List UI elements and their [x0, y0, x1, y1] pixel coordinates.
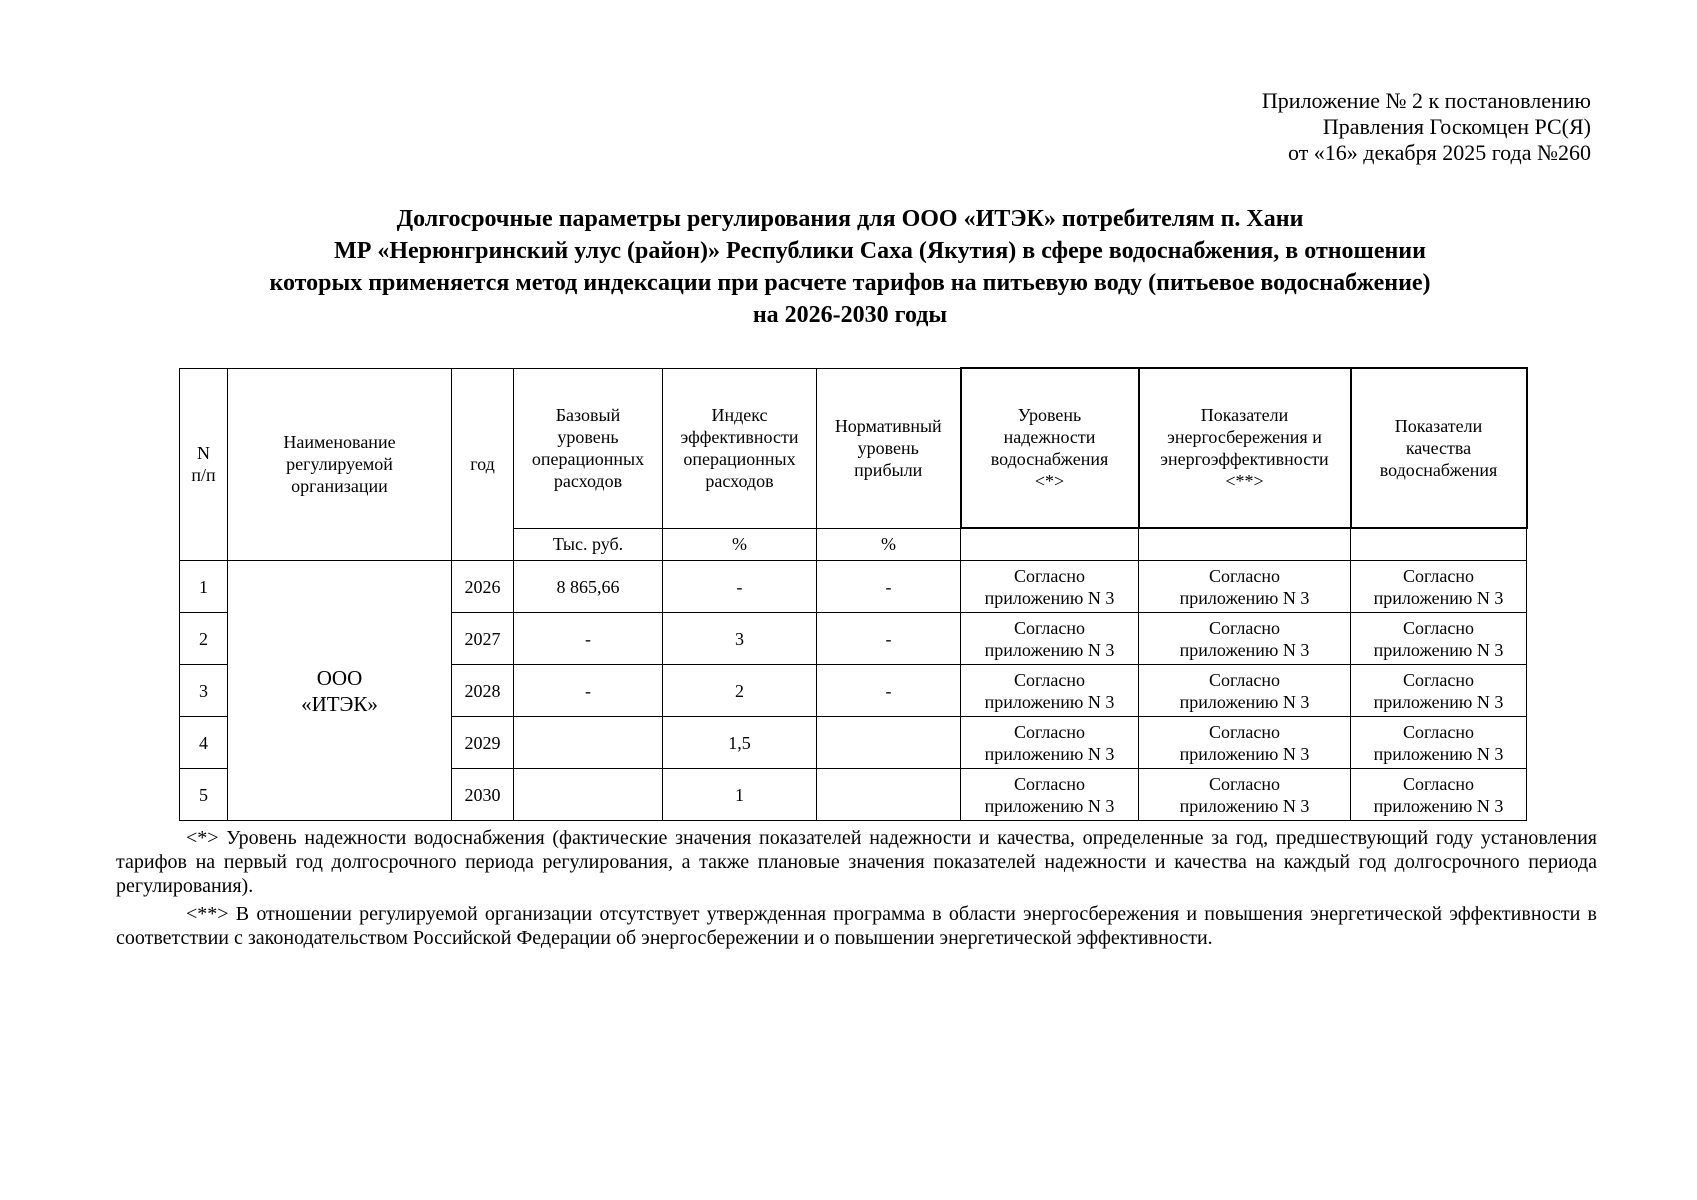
row-index: 1	[663, 769, 817, 821]
row-quality: Согласно приложению N 3	[1351, 717, 1527, 769]
title-line-4: на 2026-2030 годы	[752, 302, 948, 328]
row-profit: -	[817, 613, 961, 665]
header-base-level: Базовый уровень операционных расходов	[514, 368, 663, 528]
table-header-row	[180, 368, 1527, 528]
row-profit: -	[817, 561, 961, 613]
row-index: 3	[663, 613, 817, 665]
row-quality: Согласно приложению N 3	[1351, 613, 1527, 665]
parameters-table	[179, 367, 1528, 821]
appendix-header	[1262, 88, 1591, 166]
row-energy: Согласно приложению N 3	[1139, 717, 1351, 769]
title-line-1: Долгосрочные параметры регулирования для ООО «ИТЭК» потребителям п. Хани	[396, 206, 1304, 232]
footnote-energy-saving: <**> В отношении регулируемой организации отсутствует утвержденная программа в области энергосбережения и повышения энергетической эффективности в соответствии с законодательством Российской Федерации об энергосбережении и о повышении энергетической эффективности.	[116, 903, 1597, 949]
unit-reliability-empty	[961, 528, 1139, 561]
row-quality: Согласно приложению N 3	[1351, 665, 1527, 717]
row-reliability: Согласно приложению N 3	[961, 665, 1139, 717]
row-profit: -	[817, 665, 961, 717]
row-num: 5	[180, 769, 228, 821]
row-year: 2030	[452, 769, 514, 821]
unit-index: %	[663, 528, 817, 561]
row-index: -	[663, 561, 817, 613]
row-base	[514, 769, 663, 821]
header-quality: Показатели качества водоснабжения	[1351, 368, 1527, 528]
footnote-reliability: <*> Уровень надежности водоснабжения (фактические значения показателей надежности и качества, определенные за год, предшествующий году установления тарифов на первый год долгосрочного периода регулирования, а также плановые значения показателей надежности и качества на каждый год долгосрочного периода регулирования).	[116, 827, 1597, 897]
header-efficiency-index: Индекс эффективности операционных расходов	[663, 368, 817, 528]
table-row	[180, 561, 1527, 613]
row-energy: Согласно приложению N 3	[1139, 561, 1351, 613]
row-reliability: Согласно приложению N 3	[961, 613, 1139, 665]
header-reliability: Уровень надежности водоснабжения <*>	[961, 368, 1139, 528]
row-index: 1,5	[663, 717, 817, 769]
unit-base: Тыс. руб.	[514, 528, 663, 561]
appendix-line-2: Правления Госкомцен РС(Я)	[1322, 114, 1591, 139]
header-year: год	[452, 368, 514, 561]
organization-name: ООО «ИТЭК»	[228, 561, 452, 821]
appendix-line-3: от «16» декабря 2025 года №260	[1287, 140, 1591, 165]
row-quality: Согласно приложению N 3	[1351, 561, 1527, 613]
row-profit	[817, 769, 961, 821]
row-num: 4	[180, 717, 228, 769]
row-base	[514, 717, 663, 769]
row-quality: Согласно приложению N 3	[1351, 769, 1527, 821]
unit-quality-empty	[1351, 528, 1527, 561]
row-energy: Согласно приложению N 3	[1139, 613, 1351, 665]
row-num: 2	[180, 613, 228, 665]
row-year: 2026	[452, 561, 514, 613]
title-line-3: которых применяется метод индексации при расчете тарифов на питьевую воду (питьевое водоснабжение)	[269, 270, 1431, 296]
row-base: 8 865,66	[514, 561, 663, 613]
title-line-2: МР «Нерюнгринский улус (район)» Республики Саха (Якутия) в сфере водоснабжения, в отношении	[334, 238, 1426, 264]
row-profit	[817, 717, 961, 769]
document-title	[150, 203, 1550, 331]
row-year: 2029	[452, 717, 514, 769]
row-num: 3	[180, 665, 228, 717]
row-year: 2028	[452, 665, 514, 717]
row-num: 1	[180, 561, 228, 613]
row-reliability: Согласно приложению N 3	[961, 717, 1139, 769]
unit-profit: %	[817, 528, 961, 561]
row-base: -	[514, 665, 663, 717]
row-reliability: Согласно приложению N 3	[961, 561, 1139, 613]
header-num: N п/п	[180, 368, 228, 561]
row-base: -	[514, 613, 663, 665]
appendix-line-1: Приложение № 2 к постановлению	[1261, 88, 1591, 113]
row-reliability: Согласно приложению N 3	[961, 769, 1139, 821]
row-energy: Согласно приложению N 3	[1139, 665, 1351, 717]
row-energy: Согласно приложению N 3	[1139, 769, 1351, 821]
header-energy-saving: Показатели энергосбережения и энергоэффективности <**>	[1139, 368, 1351, 528]
header-organization: Наименование регулируемой организации	[228, 368, 452, 561]
header-profit-level: Нормативный уровень прибыли	[817, 368, 961, 528]
row-year: 2027	[452, 613, 514, 665]
row-index: 2	[663, 665, 817, 717]
unit-energy-empty	[1139, 528, 1351, 561]
